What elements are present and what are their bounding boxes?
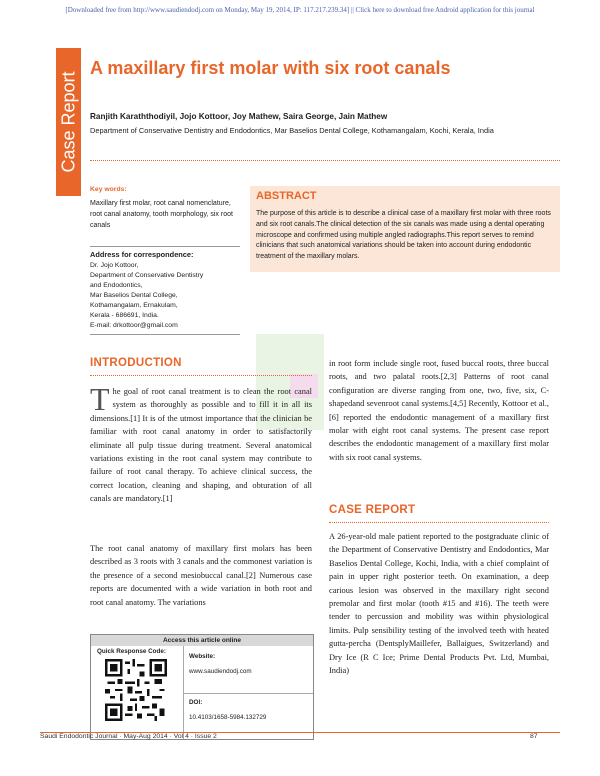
doi-label: DOI: (189, 699, 203, 706)
address-line: Kerala - 686691, India. (90, 312, 159, 319)
dropcap: T (90, 381, 110, 417)
address-line: Department of Conservative Dentistry (90, 272, 204, 279)
address-line: Mar Baselios Dental College, (90, 292, 178, 299)
website-link[interactable]: www.saudiendodj.com (189, 668, 252, 675)
abstract-text: The purpose of this article is to describe a clinical case of a maxillary first molar with three roots and six root canals.The clinical detection of the six canals was made using a dental operating microscope and confirmed using multiple angled radiographs.This report serves to remind clinicians that such anatomical variations should be taken into account during endodontic treatment of the maxillary molars. (256, 210, 551, 261)
case-report-rule (329, 522, 549, 523)
header-divider (90, 160, 560, 161)
keywords-text: Maxillary first molar, root canal nomenclature, root canal anatomy, tooth morphology, six root canals (90, 200, 233, 229)
address-line: and Endodontics, (90, 282, 143, 289)
introduction-continued: in root form include single root, fused buccal roots, three buccal roots, and two palatal roots.[2,3] Patterns of root canal configuration are diverse ranging from one, two, five, six, C-shapedand sevenroot canal systems.[4,5] Recently, Kottoor et al.,[6] reported the endodontic management of a maxillary first molar with eight root canal systems. The present case report describes the endodontic management of a maxillary first molar with six root canal systems. (329, 359, 549, 462)
download-banner[interactable]: [Downloaded free from http://www.saudiendodj.com on Monday, May 19, 2014, IP: 117.217.239.34] || Click here to download free Android application for this journal (65, 6, 535, 14)
access-heading: Access this article online (91, 635, 313, 646)
address-line: Dr. Jojo Kottoor, (90, 262, 139, 269)
email-address[interactable]: E-mail: drkottoor@gmail.com (90, 322, 178, 329)
affiliation: Department of Conservative Dentistry and Endodontics, Mar Baselios Dental College, Kothamangalam, Kochi, Kerala, India (90, 126, 494, 135)
article-type-label: Case Report (58, 71, 78, 173)
article-title: A maxillary first molar with six root canals (90, 58, 451, 78)
address-line: Kothamangalam, Ernakulam, (90, 302, 178, 309)
case-report-text: A 26-year-old male patient reported to the postgraduate clinic of the Department of Conservative Dentistry and Endodontics, Mar Baselios Dental College, Kochi, India, with a chief complaint of pain in upper right posterior teeth. On examination, a deep carious lesion was observed in the maxillary right second premolar and first molar (tooth #15 and #16). The teeth were tender to percussion and mobility was within physiological limits. Pulp sensibility testing of the involved teeth with heated gutta-percha (DentsplyMaillefer, Ballaigues, Switzerland) and Dry Ice (R C Ice; Prime Dental Products Pvt. Ltd, Mumbai, India) (329, 532, 549, 676)
journal-citation: Saudi Endodontic Journal · May-Aug 2014 · Vol 4 · Issue 2 (40, 733, 217, 740)
website-label: Website: (189, 653, 216, 660)
article-type-sidebar (56, 48, 81, 196)
correspondence-divider (90, 334, 240, 335)
case-report-heading: CASE REPORT (329, 504, 416, 516)
access-divider (183, 693, 313, 694)
page-number: 87 (530, 733, 538, 740)
keywords-divider (90, 246, 240, 247)
introduction-text: he goal of root canal treatment is to clean the root canal system as thoroughly as possible and to fill it in all its dimensions.[1] It is of the utmost importance that the clinician be familiar with root canal anatomy in order to satisfactorily eliminate all pulp tissue during treatment. Several anatomical variations existing in the root canal system may contribute to failure of root canal therapy. To achieve clinical success, the correct location, cleaning and shaping, and obturation of all canals are mandatory.[1] (90, 387, 312, 504)
abstract-heading: ABSTRACT (256, 190, 317, 202)
qr-code-icon[interactable] (105, 659, 167, 721)
introduction-rule (90, 375, 312, 376)
abstract-box (250, 186, 560, 272)
qr-label: Quick Response Code: (97, 648, 166, 655)
introduction-heading: INTRODUCTION (90, 357, 182, 369)
author-list: Ranjith Karaththodiyil, Jojo Kottoor, Joy Mathew, Saira George, Jain Mathew (90, 112, 388, 121)
keywords-heading: Key words: (90, 186, 127, 193)
correspondence-address (90, 261, 250, 331)
introduction-paragraph-2: The root canal anatomy of maxillary first molars has been described as 3 roots with 3 canals and the commonest variation is the presence of a second mesiobuccal canal.[2] Numerous case reports are documented with a wide variation in both root and root canal anatomy. The variations (90, 544, 312, 607)
correspondence-heading: Address for correspondence: (90, 250, 194, 259)
doi-link[interactable]: 10.4103/1658-5984.132729 (189, 714, 267, 721)
access-online-box (90, 634, 314, 740)
introduction-paragraph-1 (90, 381, 312, 506)
